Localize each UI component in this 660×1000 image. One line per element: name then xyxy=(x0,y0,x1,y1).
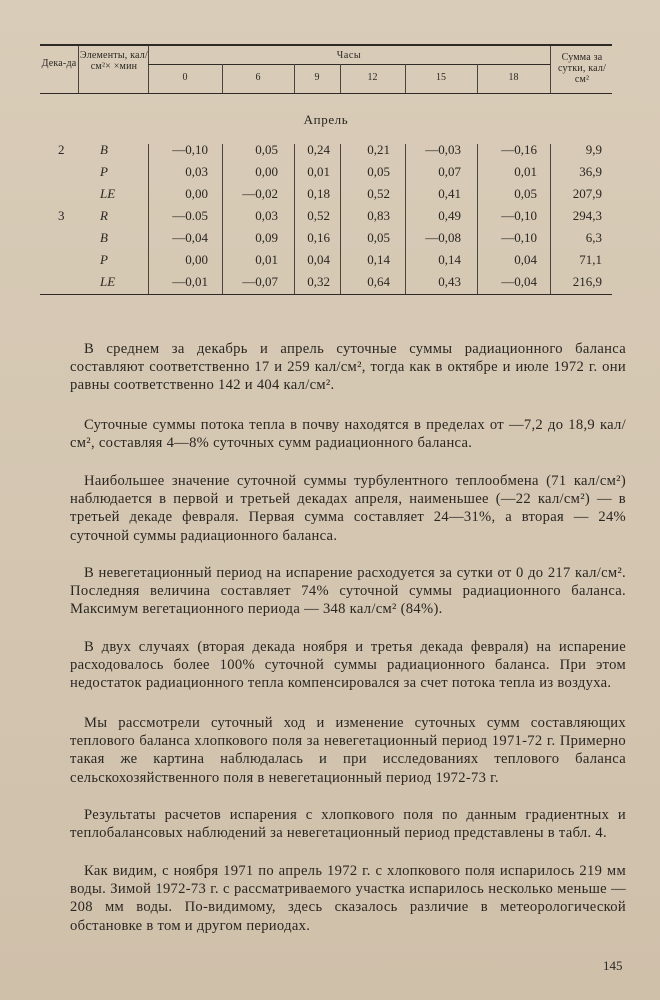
element-cell: B xyxy=(100,230,108,245)
paragraph: Результаты расчетов испарения с хлопкового поля по данным градиентных и теплобалансовых наблюдений за невегетационный период представлены в табл. 4. xyxy=(70,807,626,842)
value-cell: 0,03 xyxy=(185,164,208,179)
paragraph: Суточные суммы потока тепла в почву находятся в пределах от —7,2 до 18,9 кал/см², составляя 4—8% суточных сумм радиационного баланса. xyxy=(70,417,626,452)
sum-cell: 207,9 xyxy=(572,186,602,201)
hour-tick: 9 xyxy=(314,72,320,83)
value-cell: 0,04 xyxy=(514,252,537,267)
value-cell: 0,00 xyxy=(185,186,208,201)
element-cell: LE xyxy=(100,274,116,289)
table-bottom-rule xyxy=(40,294,612,295)
value-cell: 0,64 xyxy=(367,274,390,289)
paragraph: Наибольшее значение суточной суммы турбулентного теплообмена (71 кал/см²) наблюдается в первой и третьей декадах апреля, наименьшее (—22 кал/см²) — в третьей декаде февраля. Первая сумма составляет 24—31%, а вторая — 24% суточной суммы радиационного баланса. xyxy=(70,473,626,544)
sum-cell: 216,9 xyxy=(572,274,602,289)
value-cell: 0,52 xyxy=(307,208,330,223)
value-cell: 0,07 xyxy=(438,164,461,179)
value-cell: —0,04 xyxy=(172,230,208,245)
element-cell: R xyxy=(100,208,108,223)
sum-cell: 9,9 xyxy=(585,142,602,157)
element-cell: P xyxy=(100,164,108,179)
table-row xyxy=(40,250,612,272)
hours-subheader-rule xyxy=(148,64,550,65)
table-row xyxy=(40,272,612,294)
value-cell: 0,05 xyxy=(367,230,390,245)
paragraph: В двух случаях (вторая декада ноября и третья декада февраля) на испарение расходовалось более 100% суточной суммы радиационного баланса. При этом недостаток радиационного тепла компенсировался за счет потока тепла из воздуха. xyxy=(70,639,626,692)
hour-tick: 0 xyxy=(182,72,188,83)
sum-cell: 6,3 xyxy=(585,230,602,245)
value-cell: —0,02 xyxy=(242,186,278,201)
table-top-rule xyxy=(40,44,612,46)
value-cell: 0,01 xyxy=(255,252,278,267)
value-cell: 0,09 xyxy=(255,230,278,245)
value-cell: —0,08 xyxy=(425,230,461,245)
value-cell: 0,83 xyxy=(367,208,390,223)
value-cell: 0,49 xyxy=(438,208,461,223)
value-cell: 0,16 xyxy=(307,230,330,245)
value-cell: 0,52 xyxy=(367,186,390,201)
paragraph: В невегетационный период на испарение расходуется за сутки от 0 до 217 кал/см². Последняя величина составляет 74% суточной суммы радиационного баланса. Максимум вегетационного периода — 348 кал/см² (84%). xyxy=(70,565,626,618)
value-cell: 0,24 xyxy=(307,142,330,157)
value-cell: 0,18 xyxy=(307,186,330,201)
value-cell: 0,05 xyxy=(514,186,537,201)
value-cell: —0,10 xyxy=(501,208,537,223)
value-cell: —0,03 xyxy=(425,142,461,157)
header-hours: Часы xyxy=(336,50,362,61)
value-cell: —0,04 xyxy=(501,274,537,289)
table-row xyxy=(40,140,612,162)
hour-tick: 6 xyxy=(255,72,261,83)
paragraph: Мы рассмотрели суточный ход и изменение суточных сумм составляющих теплового баланса хлопкового поля за невегетационный период 1971-72 г. Примерно такая же картина наблюдалась и при исследованиях теплового баланса сельскохозяйственного поля в невегетационный период 1972-73 г. xyxy=(70,715,626,786)
value-cell: 0,01 xyxy=(307,164,330,179)
value-cell: 0,05 xyxy=(255,142,278,157)
value-cell: 0,00 xyxy=(255,164,278,179)
sum-cell: 71,1 xyxy=(579,252,602,267)
value-cell: 0,14 xyxy=(367,252,390,267)
element-cell: LE xyxy=(100,186,116,201)
value-cell: —0,10 xyxy=(501,230,537,245)
value-cell: 0,05 xyxy=(367,164,390,179)
value-cell: —0,01 xyxy=(172,274,208,289)
value-cell: 0,14 xyxy=(438,252,461,267)
value-cell: 0,01 xyxy=(514,164,537,179)
value-cell: 0,21 xyxy=(367,142,390,157)
hour-tick: 18 xyxy=(508,72,519,83)
table-header-rule xyxy=(40,93,612,94)
header-sum: Сумма за сутки, кал/см² xyxy=(557,52,607,85)
paragraph: В среднем за декабрь и апрель суточные суммы радиационного баланса составляют соответственно 17 и 259 кал/см², тогда как в октябре и июле 1972 г. они равны соответственно 142 и 404 кал/см². xyxy=(70,341,626,394)
page-number: 145 xyxy=(603,958,623,973)
value-cell: —0,07 xyxy=(242,274,278,289)
paragraph: Как видим, с ноября 1971 по апрель 1972 г. с хлопкового поля испарилось 219 мм воды. Зимой 1972-73 г. с рассматриваемого участка испарилось несколько меньше — 208 мм воды. По-видимому, здесь сказалось различие в метеорологической обстановке в том и другом периодах. xyxy=(70,863,626,934)
element-cell: P xyxy=(100,252,108,267)
table-row xyxy=(40,184,612,206)
hour-tick: 12 xyxy=(367,72,378,83)
table-row xyxy=(40,162,612,184)
sum-cell: 36,9 xyxy=(579,164,602,179)
value-cell: 0,04 xyxy=(307,252,330,267)
dekada-cell: 3 xyxy=(58,208,65,223)
table-row xyxy=(40,228,612,250)
element-cell: B xyxy=(100,142,108,157)
value-cell: 0,00 xyxy=(185,252,208,267)
value-cell: 0,32 xyxy=(307,274,330,289)
hour-tick: 15 xyxy=(436,72,446,83)
value-cell: —0,16 xyxy=(501,142,537,157)
value-cell: —0,10 xyxy=(172,142,208,157)
value-cell: 0,03 xyxy=(255,208,278,223)
header-dekada: Дека-да xyxy=(41,58,77,69)
value-cell: 0,41 xyxy=(438,186,461,201)
table-row xyxy=(40,206,612,228)
value-cell: 0,43 xyxy=(438,274,461,289)
header-divider xyxy=(78,46,79,93)
header-divider xyxy=(550,46,551,93)
dekada-cell: 2 xyxy=(58,142,65,157)
value-cell: —0.05 xyxy=(172,208,208,223)
month-label: Апрель xyxy=(303,112,349,127)
header-elements: Элементы, кал/см²× ×мин xyxy=(80,50,148,72)
sum-cell: 294,3 xyxy=(572,208,602,223)
